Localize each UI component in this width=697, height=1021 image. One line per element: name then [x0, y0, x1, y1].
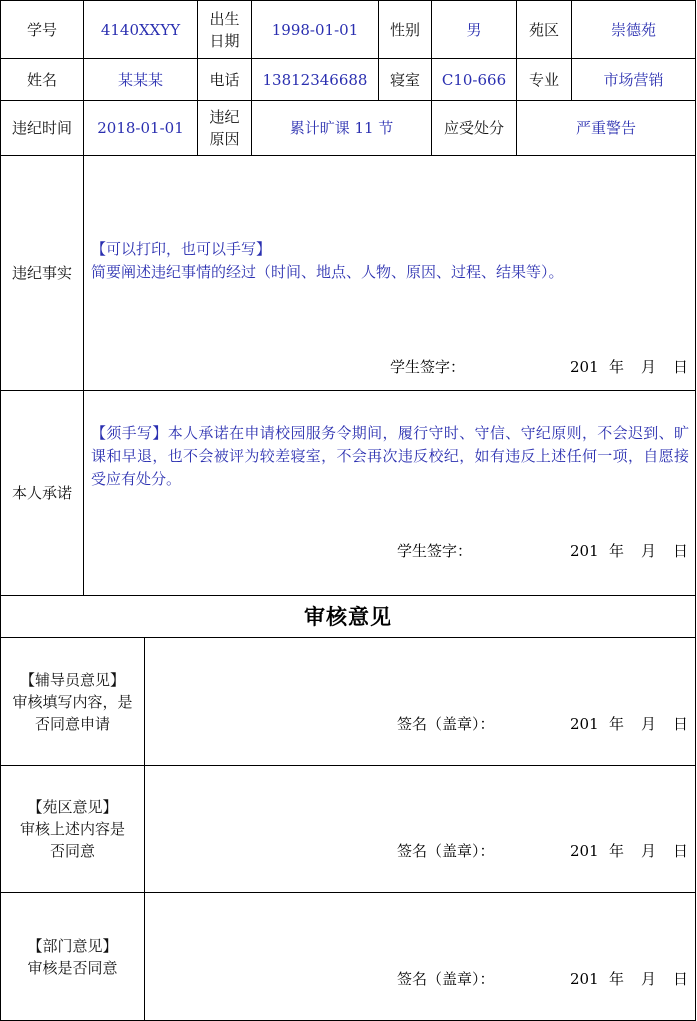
date-year-char: 年 [609, 970, 625, 988]
yard-opinion-label [0, 765, 145, 893]
student-id-value: 4140XXYY [83, 0, 198, 59]
name-label: 姓名 [0, 58, 84, 101]
date-month-char: 月 [641, 842, 657, 860]
yard-value: 崇德苑 [571, 0, 696, 59]
counselor-line3: 否同意申请 [34, 714, 110, 733]
facts-signature-label: 学生签字： [390, 358, 466, 376]
birth-date-label-line1: 出生 [209, 9, 240, 28]
date-day-char: 日 [673, 715, 689, 733]
date-year: 201 [570, 358, 599, 376]
yard-date [570, 841, 688, 861]
date-month-char: 月 [641, 542, 657, 560]
counselor-signature-label: 签名（盖章）： [397, 715, 495, 733]
facts-label: 违纪事实 [0, 155, 84, 391]
pledge-text: 【须手写】本人承诺在申请校园服务令期间，履行守时、守信、守纪原则，不会迟到、旷课和早退，也不会被评为较差寝室，不会再次违反校纪，如有违反上述任何一项，自愿接受应有处分。 [91, 424, 689, 488]
name-value: 某某某 [83, 58, 198, 101]
facts-date [570, 357, 688, 377]
pledge-content-cell [83, 390, 696, 596]
date-day-char: 日 [673, 842, 689, 860]
penalty-value: 严重警告 [516, 100, 696, 156]
gender-value: 男 [431, 0, 517, 59]
penalty-label: 应受处分 [431, 100, 517, 156]
dorm-label: 寝室 [378, 58, 432, 101]
date-year-char: 年 [609, 842, 625, 860]
violation-reason-label-line1: 违纪 [209, 108, 240, 126]
counselor-line1: 【辅导员意见】 [19, 670, 125, 689]
department-line2: 审核是否同意 [27, 958, 118, 977]
yard-line1: 【苑区意见】 [27, 798, 118, 816]
violation-time-value: 2018-01-01 [83, 100, 198, 156]
phone-label: 电话 [197, 58, 252, 101]
phone-value: 13812346688 [251, 58, 379, 101]
date-day-char: 日 [673, 970, 689, 988]
student-id-label: 学号 [0, 0, 84, 59]
birth-date-label [197, 0, 252, 59]
facts-line1: 【可以打印，也可以手写】 [91, 240, 272, 258]
date-month-char: 月 [641, 715, 657, 733]
violation-reason-value: 累计旷课 11 节 [251, 100, 432, 156]
yard-signature-label: 签名（盖章）： [397, 842, 495, 860]
department-line1: 【部门意见】 [27, 936, 118, 955]
counselor-opinion-cell [144, 637, 696, 766]
date-year: 201 [570, 970, 599, 988]
date-year-char: 年 [609, 715, 625, 733]
dorm-value: C10-666 [431, 58, 517, 101]
yard-line2: 审核上述内容是 [19, 820, 125, 838]
date-month-char: 月 [641, 970, 657, 988]
yard-label: 苑区 [516, 0, 572, 59]
counselor-date [570, 714, 688, 734]
counselor-line2: 审核填写内容，是 [12, 692, 133, 711]
birth-date-label-line2: 日期 [209, 31, 240, 50]
date-day-char: 日 [673, 542, 689, 560]
date-year: 201 [570, 715, 599, 733]
review-section-title: 审核意见 [0, 595, 696, 638]
date-month-char: 月 [641, 358, 657, 376]
department-date [570, 969, 688, 989]
violation-reason-label [197, 100, 252, 156]
date-year-char: 年 [609, 358, 625, 376]
violation-reason-label-line2: 原因 [209, 130, 240, 148]
date-year: 201 [570, 542, 599, 560]
pledge-date [570, 541, 688, 561]
pledge-signature-label: 学生签字： [397, 542, 473, 560]
department-signature-label: 签名（盖章）： [397, 970, 495, 988]
counselor-opinion-label [0, 637, 145, 766]
facts-instructions [91, 238, 691, 284]
date-year: 201 [570, 842, 599, 860]
date-day-char: 日 [673, 358, 689, 376]
yard-opinion-cell [144, 765, 696, 893]
department-opinion-cell [144, 892, 696, 1021]
major-value: 市场营销 [571, 58, 696, 101]
major-label: 专业 [516, 58, 572, 101]
birth-date-value: 1998-01-01 [251, 0, 379, 59]
violation-time-label: 违纪时间 [0, 100, 84, 156]
date-year-char: 年 [609, 542, 625, 560]
pledge-label: 本人承诺 [0, 390, 84, 596]
department-opinion-label [0, 892, 145, 1021]
gender-label: 性别 [378, 0, 432, 59]
facts-line2: 简要阐述违纪事情的经过（时间、地点、人物、原因、过程、结果等）。 [91, 263, 564, 281]
yard-line3: 否同意 [49, 842, 95, 860]
